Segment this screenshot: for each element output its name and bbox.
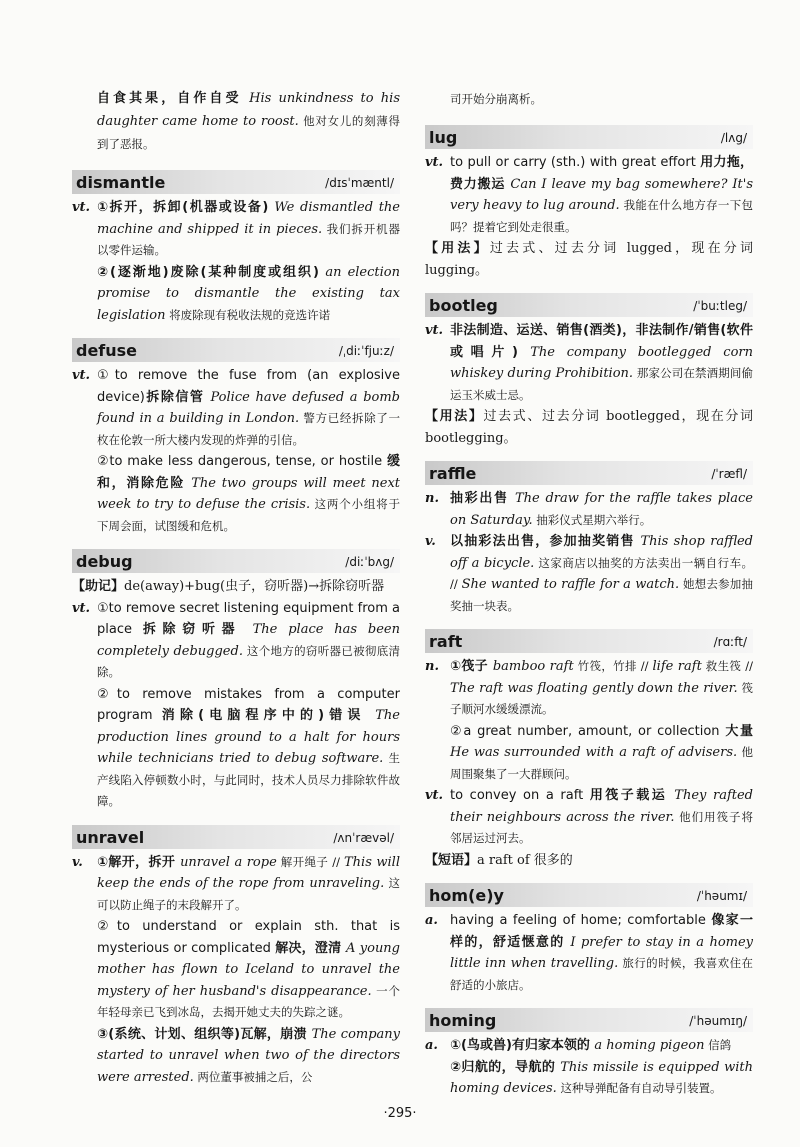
example: I prefer to stay in a homey little inn when travelling.	[450, 934, 754, 971]
chinese-gloss: 像家一样的，舒适惬意的	[450, 913, 753, 950]
translation: 救生筏 //	[701, 659, 753, 673]
entry-unravel	[72, 825, 400, 1089]
example: The place has been completely debugged.	[97, 622, 400, 659]
right-column	[425, 88, 753, 1112]
headword: bootleg	[429, 296, 498, 315]
sense-part	[450, 1035, 753, 1057]
part-of-speech: v.	[425, 534, 436, 549]
headword: raft	[429, 632, 463, 651]
part-of-speech: n.	[425, 659, 439, 674]
translation: 警方已经拆除了一枚在伦敦一所大楼内发现的炸弹的引信。	[97, 411, 401, 447]
example: Can I leave my bag somewhere? It's very heavy to lug around.	[450, 176, 753, 213]
sense-part	[450, 656, 753, 721]
chinese-gloss: 用力拖，费力搬运	[450, 155, 753, 192]
phonetic: /ˈhəumɪŋ/	[689, 1014, 747, 1028]
chinese-gloss: ②归航的，导航的	[450, 1059, 561, 1075]
example: Police have defused a bomb found in a building in London.	[97, 389, 401, 426]
phonetic: /ˈhəumɪ/	[696, 889, 747, 903]
definition: ①to remove secret listening equipment from a place	[97, 600, 400, 637]
entry-raft	[425, 629, 753, 871]
translation: 两位董事被捕之后，公	[193, 1069, 313, 1084]
example: The raft was floating gently down the river.	[450, 680, 738, 696]
sense-body	[450, 656, 753, 785]
entry-heading	[425, 293, 753, 317]
sense-part	[450, 320, 753, 406]
sense-part	[450, 531, 753, 617]
usage-note	[425, 238, 753, 281]
sense-body	[450, 152, 753, 238]
sense-part	[97, 852, 400, 917]
entry-debug	[72, 549, 400, 813]
chinese-gloss: 缓和，消除危险	[97, 454, 400, 491]
headword: unravel	[76, 827, 145, 847]
chinese-gloss: 抽彩出售	[450, 491, 515, 506]
sense-body	[97, 852, 400, 1089]
definition: ②a great number, amount, or collection	[450, 723, 726, 739]
sense-part	[450, 910, 753, 996]
sense-part	[450, 721, 753, 786]
chinese-gloss: 用筏子载运	[589, 788, 675, 803]
sense	[425, 488, 753, 531]
example: A young mother has flown to Iceland to unravel the mystery of her husband's disappearance.	[97, 940, 401, 999]
translation: 解开绳子 //	[276, 854, 345, 869]
sense-part	[97, 451, 400, 537]
part-of-speech: n.	[425, 491, 439, 506]
phonetic: /ˈræfl/	[711, 467, 747, 481]
definition: to pull or carry (sth.) with great effort	[450, 155, 701, 170]
chinese-gloss: 消除(电脑程序中的)错误	[161, 708, 376, 723]
chinese-gloss: ②(逐渐地)废除(某种制度或组织)	[97, 264, 326, 280]
example: This shop raffled off a bicycle.	[450, 534, 753, 571]
phonetic: /lʌg/	[720, 131, 747, 145]
example: bamboo raft	[492, 659, 574, 674]
example: a homing pigeon	[594, 1038, 705, 1053]
translation: 一个年轻母亲已飞到冰岛，去揭开她丈夫的失踪之谜。	[97, 983, 400, 1019]
sense	[425, 320, 753, 406]
sense-part	[97, 197, 400, 262]
translation: 信鸽	[704, 1038, 732, 1052]
headword: raffle	[429, 464, 477, 483]
sense	[425, 785, 753, 850]
continuation-translation: 司开始分崩离析。	[450, 92, 542, 106]
part-of-speech: vt.	[425, 155, 444, 170]
entry-heading	[425, 1008, 753, 1032]
chinese-gloss: 拆除信管	[144, 389, 211, 405]
example: an election promise to dismantle the existing tax legislation	[97, 264, 400, 323]
chinese-gloss: ①拆开，拆卸(机器或设备)	[97, 200, 275, 215]
translation: 她想去参加抽奖抽一块表。	[450, 577, 753, 613]
translation: 这家商店以抽奖的方法卖出一辆自行车。 //	[450, 555, 754, 591]
entry-dismantle	[72, 170, 400, 326]
entry-heading	[425, 629, 753, 653]
sense	[425, 531, 753, 617]
entries	[425, 125, 753, 1100]
usage-note	[425, 406, 753, 449]
chinese-gloss: ①解开，拆开	[97, 854, 181, 870]
example: This missile is equipped with homing devices.	[450, 1059, 753, 1096]
entry-raffle	[425, 461, 753, 617]
example: unravel a rope	[180, 854, 277, 870]
translation: 我们拆开机器以零件运输。	[97, 221, 400, 257]
note-text: de(away)+bug(虫子，窃听器)→拆除窃听器	[124, 579, 385, 594]
chinese-gloss: 拆除窃听器	[142, 622, 253, 637]
headword: homing	[429, 1011, 497, 1030]
note-label: 【短语】	[425, 852, 478, 868]
translation: 筏子顺河水缓缓漂流。	[450, 680, 754, 716]
continuation-translation: 他对女儿的刻薄得到了恶报。	[97, 114, 400, 151]
left-column	[72, 88, 400, 1100]
example: This will keep the ends of the rope from unraveling.	[97, 854, 400, 891]
sense-body	[450, 488, 753, 531]
part-of-speech: vt.	[72, 368, 91, 383]
phonetic: /ˈbuːtleg/	[693, 299, 747, 313]
translation: 这可以防止绳子的末段解开了。	[97, 876, 401, 912]
entry-lug	[425, 125, 753, 281]
sense-body	[450, 320, 753, 406]
sense-part	[450, 785, 753, 850]
translation: 他周围聚集了一大群顾问。	[450, 745, 753, 781]
sense	[72, 852, 400, 1089]
sense	[425, 656, 753, 785]
continuation-text	[97, 88, 400, 156]
part-of-speech: v.	[72, 854, 83, 870]
definition: ①to remove the fuse from (an explosive device)	[97, 368, 400, 405]
sense-part	[97, 598, 400, 684]
chinese-gloss: ①筏子	[450, 659, 493, 674]
definition: ②to understand or explain sth. that is mysterious or complicated	[97, 919, 400, 956]
chinese-gloss: ③(系统、计划、组织等)瓦解，崩溃	[97, 1026, 312, 1042]
translation: 这两个小组将于下周会面，试图缓和危机。	[97, 497, 401, 533]
entry-heading	[72, 549, 400, 573]
part-of-speech: a.	[425, 913, 438, 928]
translation: 我能在什么地方存一下包吗？提着它到处走很重。	[450, 198, 754, 234]
entry-defuse	[72, 338, 400, 537]
part-of-speech: vt.	[72, 200, 91, 215]
headword: defuse	[76, 341, 138, 360]
entry-bootleg	[425, 293, 753, 449]
sense	[72, 365, 400, 537]
definition: ②to make less dangerous, tense, or hostile	[97, 454, 387, 469]
example: He was surrounded with a raft of advisers.	[450, 745, 738, 760]
sense-part	[97, 916, 400, 1024]
sense-body	[450, 1035, 753, 1100]
note-label: 【用法】	[425, 241, 490, 256]
translation: 那家公司在禁酒期间偷运玉米威士忌。	[450, 366, 754, 402]
part-of-speech: vt.	[425, 323, 444, 338]
example: The company started to unravel when two of the directors were arrested.	[97, 1026, 401, 1085]
chinese-gloss: 解决，澄清	[275, 940, 347, 956]
definition: to convey on a raft	[450, 788, 590, 803]
page-number: ·295·	[383, 1106, 417, 1121]
note-text: a raft of 很多的	[477, 852, 573, 868]
part-of-speech: vt.	[72, 600, 91, 616]
translation: 生产线陷入停顿数小时，与此同时，技术人员尽力排除软件故障。	[97, 751, 400, 808]
chinese-gloss: 大量	[725, 723, 753, 739]
headword: lug	[429, 128, 458, 147]
translation: 这个地方的窃听器已被彻底清除。	[97, 643, 400, 679]
example: The draw for the raffle takes place on Saturday.	[450, 491, 754, 528]
phonetic: /ʌnˈrævəl/	[333, 830, 394, 845]
sense-body	[97, 197, 400, 326]
example: The two groups will meet next week to try to defuse the crisis.	[97, 475, 401, 512]
note-label: 【助记】	[72, 579, 125, 594]
part-of-speech: vt.	[425, 788, 444, 803]
usage-note	[425, 850, 753, 872]
entry-heading	[72, 825, 400, 849]
translation: 抽彩仪式星期六举行。	[532, 512, 652, 527]
chinese-gloss: 以抽彩法出售，参加抽奖销售	[450, 534, 641, 549]
example: They rafted their neighbours across the river.	[450, 788, 753, 825]
sense-part	[97, 684, 400, 813]
sense	[425, 152, 753, 238]
part-of-speech: a.	[425, 1038, 438, 1053]
entry-heading	[425, 461, 753, 485]
sense-body	[450, 785, 753, 850]
sense-body	[97, 598, 400, 813]
example: We dismantled the machine and shipped it in pieces.	[97, 200, 400, 237]
sense-part	[450, 1057, 753, 1100]
translation: 旅行的时候，我喜欢住在舒适的小旅店。	[450, 956, 753, 992]
sense	[72, 197, 400, 326]
entries	[72, 170, 400, 1088]
sense-body	[97, 365, 400, 537]
entry-heading	[425, 125, 753, 149]
note-label: 【用法】	[425, 409, 484, 424]
sense-part	[97, 262, 400, 327]
example: life raft	[652, 659, 702, 674]
chinese-gloss: ①(鸟或兽)有归家本领的	[450, 1038, 595, 1053]
translation: 将废除现有税收法规的竞选许诺	[165, 307, 331, 322]
sense-body	[450, 910, 753, 996]
entry-homey	[425, 883, 753, 996]
definition: having a feeling of home; comfortable	[450, 913, 712, 928]
headword: hom(e)y	[429, 886, 504, 905]
example: The company bootlegged corn whiskey during Prohibition.	[450, 344, 754, 381]
entry-heading	[425, 883, 753, 907]
definition: ②to remove mistakes from a computer program	[97, 686, 400, 723]
phonetic: /rɑːft/	[713, 635, 747, 649]
entry-heading	[72, 338, 400, 362]
continuation-example: His unkindness to his daughter came home to roost.	[97, 91, 401, 129]
phonetic: /ˌdiːˈfjuːz/	[338, 344, 394, 358]
translation: 这种导弹配备有自动导引装置。	[556, 1081, 722, 1095]
entry-heading	[72, 170, 400, 194]
continuation-text	[450, 88, 753, 111]
example: The production lines ground to a halt for hours while technicians tried to debug software.	[97, 708, 400, 766]
continuation-chinese: 自食其果，自作自受	[97, 91, 250, 106]
sense-part	[450, 152, 753, 238]
sense-part	[450, 488, 753, 531]
headword: dismantle	[76, 173, 166, 192]
sense	[425, 910, 753, 996]
usage-note	[72, 576, 400, 598]
sense-part	[97, 365, 400, 451]
translation: 竹筏，竹排 //	[573, 659, 653, 673]
sense	[72, 598, 400, 813]
headword: debug	[76, 552, 133, 571]
entry-homing	[425, 1008, 753, 1100]
phonetic: /diːˈbʌg/	[345, 555, 394, 569]
sense-part	[97, 1024, 400, 1089]
chinese-gloss: 非法制造、运送、销售(酒类)，非法制作/销售(软件或唱片)	[450, 323, 753, 360]
translation: 他们用筏子将邻居运过河去。	[450, 809, 753, 845]
example: She wanted to raffle for a watch.	[461, 577, 680, 592]
sense-body	[450, 531, 753, 617]
phonetic: /dɪsˈmæntl/	[325, 176, 394, 190]
note-text: 过去式、过去分词 lugged，现在分词 lugging。	[425, 241, 753, 278]
sense	[425, 1035, 753, 1100]
note-text: 过去式、过去分词 bootlegged，现在分词 bootlegging。	[425, 409, 753, 446]
